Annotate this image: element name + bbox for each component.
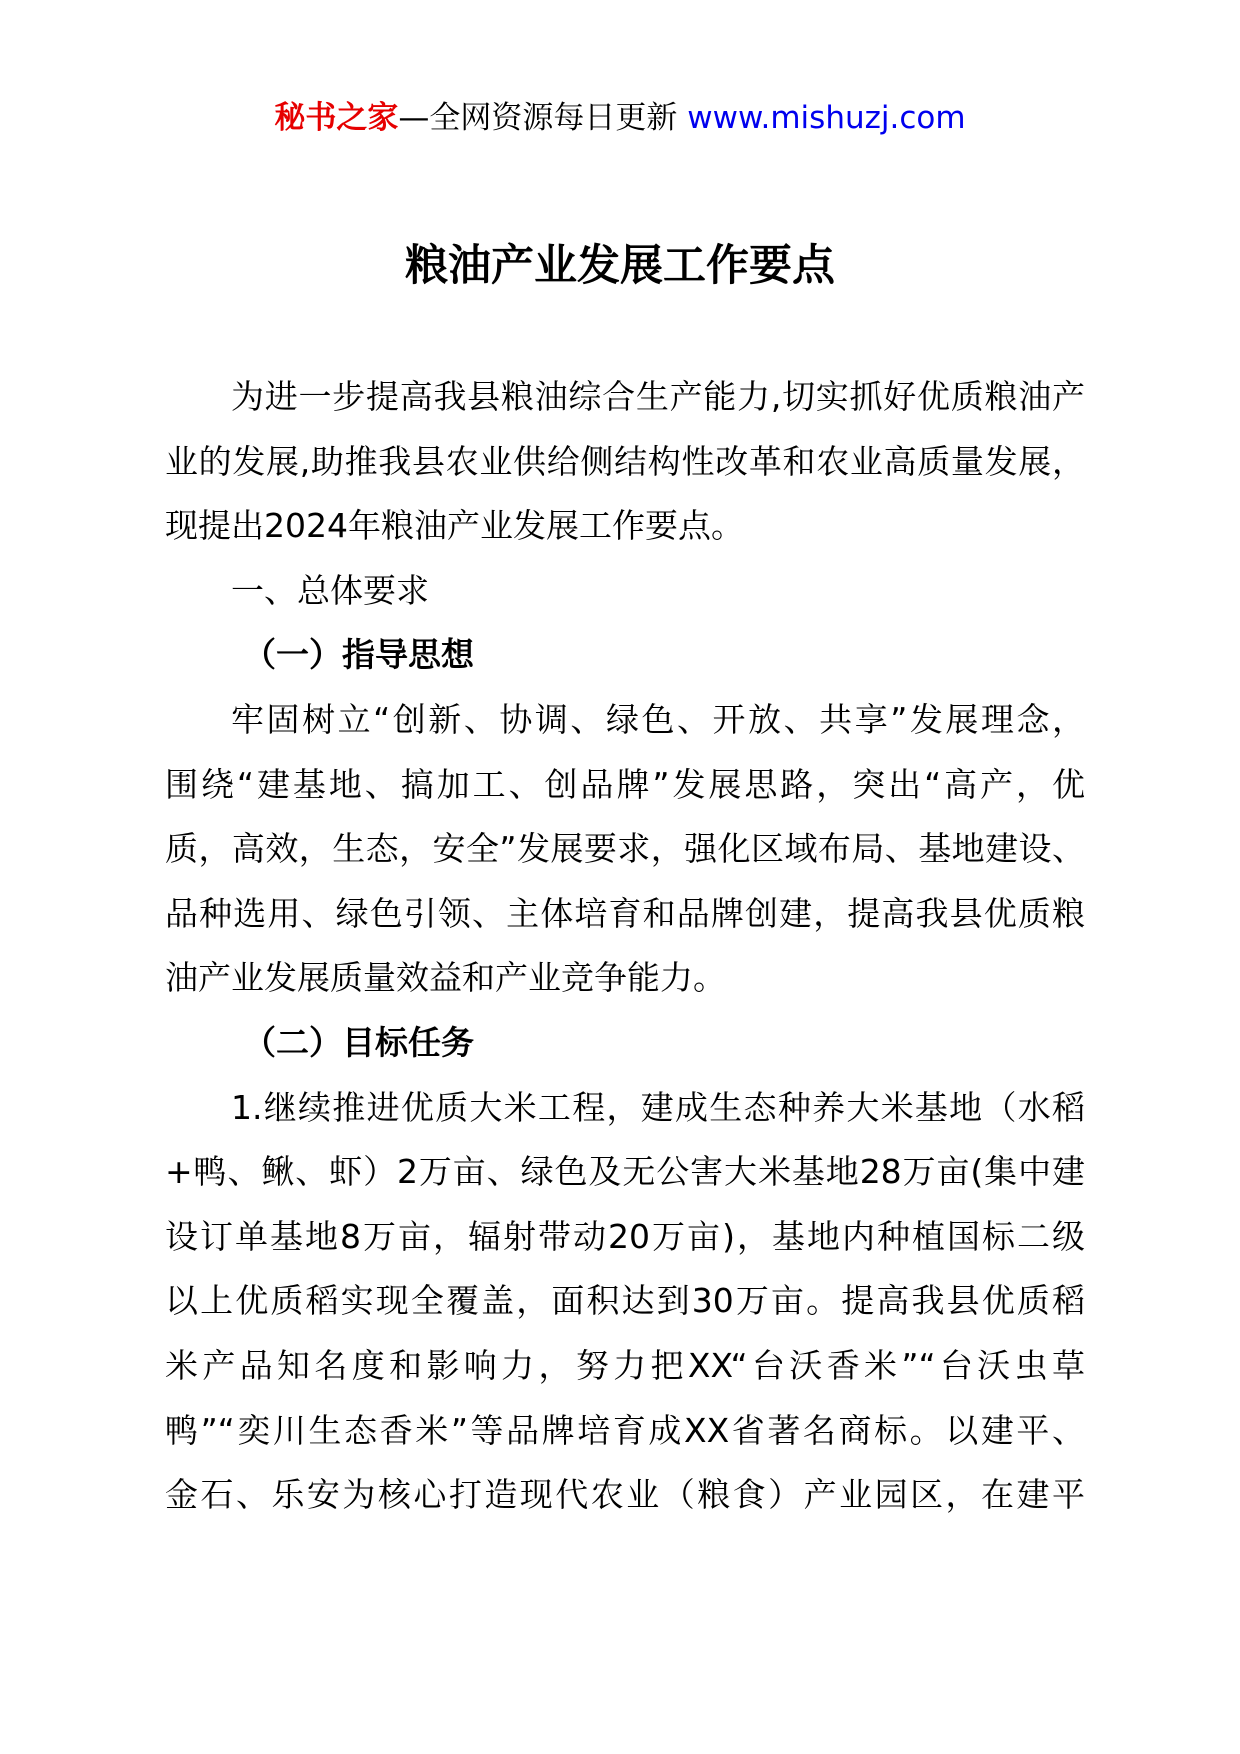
paragraph-line: 设订单基地8万亩，辐射带动20万亩)，基地内种植国标二级 bbox=[165, 1216, 1085, 1256]
paragraph-line: 1.继续推进优质大米工程，建成生态种养大米基地（水稻 bbox=[231, 1087, 1085, 1127]
paragraph-line: 为进一步提高我县粮油综合生产能力,切实抓好优质粮油产 bbox=[231, 377, 1085, 416]
paragraph-line: 品种选用、绿色引领、主体培育和品牌创建，提高我县优质粮 bbox=[165, 893, 1085, 933]
document-title: 粮油产业发展工作要点 bbox=[405, 241, 835, 291]
paragraph-line: 鸭”“奕川生态香米”等品牌培育成XX省著名商标。以建平、 bbox=[165, 1410, 1085, 1450]
paragraph-line: 牢固树立“创新、协调、绿色、开放、共享”发展理念， bbox=[231, 699, 1085, 739]
paragraph-line: 业的发展,助推我县农业供给侧结构性改革和农业高质量发展， bbox=[165, 441, 1085, 481]
paragraph-line: 油产业发展质量效益和产业竞争能力。 bbox=[165, 958, 726, 998]
paragraph-line: 质，高效，生态，安全”发展要求，强化区域布局、基地建设、 bbox=[165, 829, 1085, 869]
section-heading: 一、总体要求 bbox=[231, 570, 429, 610]
paragraph-line: 以上优质稻实现全覆盖，面积达到30万亩。提高我县优质稻 bbox=[165, 1281, 1085, 1321]
site-name: 秘书之家 bbox=[274, 100, 399, 136]
paragraph-line: 米产品知名度和影响力，努力把XX“台沃香米”“台沃虫草 bbox=[165, 1345, 1085, 1385]
subsection-heading: （一）指导思想 bbox=[243, 635, 474, 675]
site-url-link[interactable]: www.mishuzj.com bbox=[687, 100, 966, 136]
subsection-heading: （二）目标任务 bbox=[243, 1022, 474, 1062]
document-body bbox=[165, 365, 1085, 1528]
site-banner bbox=[0, 98, 1240, 138]
paragraph-line: 围绕“建基地、搞加工、创品牌”发展思路，突出“高产，优 bbox=[165, 764, 1085, 804]
paragraph-line: 现提出2024年粮油产业发展工作要点。 bbox=[165, 506, 744, 546]
paragraph-line: 金石、乐安为核心打造现代农业（粮食）产业园区，在建平 bbox=[165, 1475, 1085, 1515]
paragraph-line: +鸭、鳅、虾）2万亩、绿色及无公害大米基地28万亩(集中建 bbox=[165, 1152, 1085, 1192]
site-tagline: —全网资源每日更新 bbox=[398, 100, 688, 136]
